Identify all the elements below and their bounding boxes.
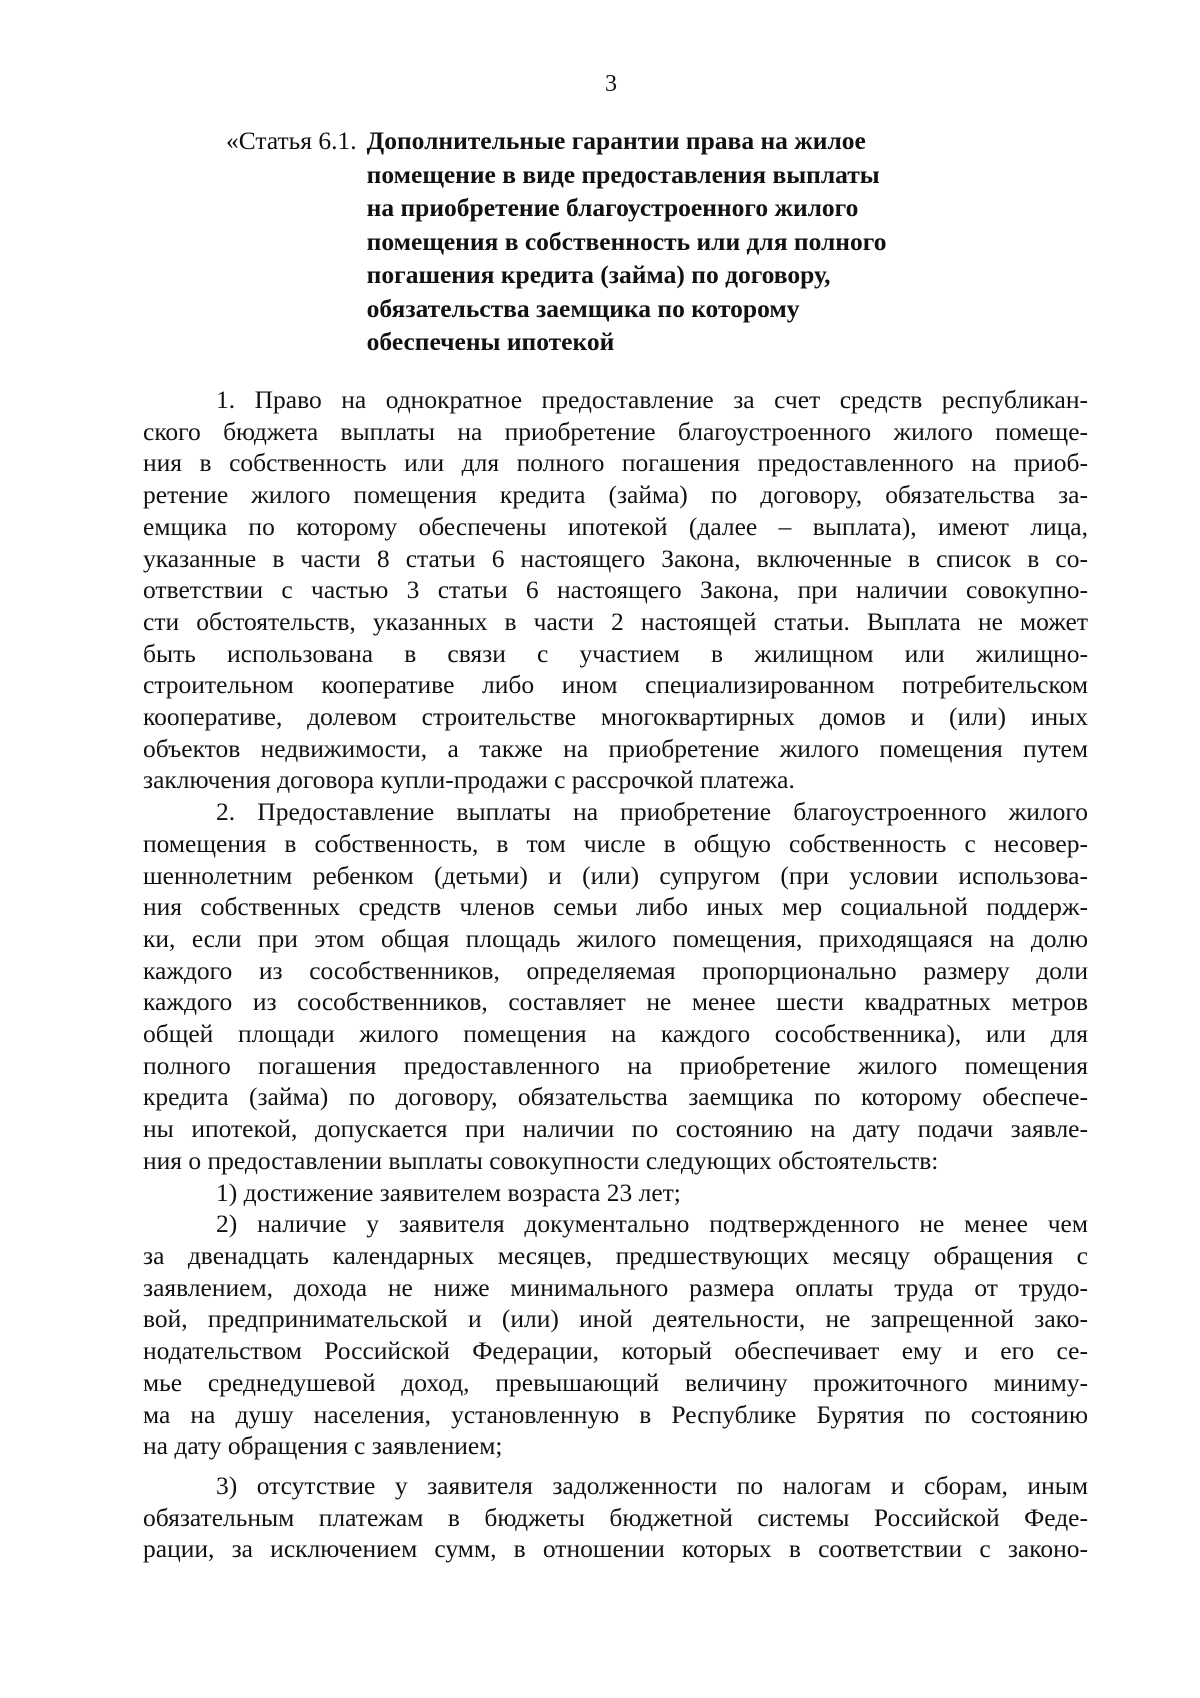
text-line: быть использована в связи с участием в жилищном или жилищно- [143,638,1088,668]
text-line: 2. Предоставление выплаты на приобретение благоустроенного жилого [216,797,1088,827]
text-line: ретение жилого помещения кредита (займа) по договору, обязательства за- [143,480,1088,510]
text-line: за двенадцать календарных месяцев, предшествующих месяцу обращения с [143,1240,1088,1270]
text-line: полного погашения предоставленного на приобретение жилого помещения [143,1050,1088,1080]
text-line: ния в собственность или для полного погашения предоставленного на приоб- [143,448,1088,478]
text-line: заявлением, дохода не ниже минимального размера оплаты труда от трудо- [143,1272,1088,1302]
paragraph-p2-3 [143,1470,1088,1565]
article-label: «Статья 6.1. [226,126,357,155]
text-line: ского бюджета выплаты на приобретение благоустроенного жилого помеще- [143,416,1088,446]
article-body [143,384,1088,1565]
article-title-line: обязательства заемщика по которому [366,293,800,323]
text-line: ма на душу населения, установленную в Республике Бурятия по состоянию [143,1399,1088,1429]
text-line: на дату обращения с заявлением; [143,1431,503,1461]
text-line: объектов недвижимости, а также на приобретение жилого помещения путем [143,733,1088,763]
text-line: нодательством Российской Федерации, который обеспечивает ему и его се- [143,1336,1088,1366]
text-line: кредита (займа) по договору, обязательства заемщика по которому обеспече- [143,1082,1088,1112]
text-line: 1) достижение заявителем возраста 23 лет; [216,1177,681,1207]
paragraph-p2-2 [143,1208,1088,1462]
article-title-line: обеспечены ипотекой [366,327,615,356]
text-line: общей площади жилого помещения на каждого сособственника), или для [143,1019,1088,1049]
text-line: ния о предоставлении выплаты совокупности следующих обстоятельств: [143,1145,939,1175]
text-line: ны ипотекой, допускается при наличии по состоянию на дату подачи заявле- [143,1114,1088,1144]
text-line: сти обстоятельств, указанных в части 2 настоящей статьи. Выплата не может [143,606,1088,636]
text-line: обязательным платежам в бюджеты бюджетной системы Российской Феде- [143,1502,1088,1532]
text-line: 2) наличие у заявителя документально подтвержденного не менее чем [216,1209,1088,1239]
text-line: шеннолетним ребенком (детьми) и (или) супругом (при условии использова- [143,860,1088,890]
article-title-line: Дополнительные гарантии права на жилое [366,126,866,155]
text-line: указанные в части 8 статьи 6 настоящего Закона, включенные в список в со- [143,543,1088,573]
article-heading [226,124,986,359]
text-line: каждого из сособственников, составляет не менее шести квадратных метров [143,987,1088,1017]
page-number: 3 [605,71,617,97]
article-title-line: помещения в собственность или для полного [366,226,887,256]
paragraph-gap [143,1462,1088,1470]
text-line: ки, если при этом общая площадь жилого помещения, приходящаяся на долю [143,923,1088,953]
text-line: ответствии с частью 3 статьи 6 настоящего Закона, при наличии совокупно- [143,575,1088,605]
text-line: ния собственных средств членов семьи либо иных мер социальной поддерж- [143,892,1088,922]
text-line: строительном кооперативе либо ином специализированном потребительском [143,670,1088,700]
article-title-line: помещение в виде предоставления выплаты [366,159,880,189]
paragraph-p1 [143,384,1088,796]
text-line: емщика по которому обеспечены ипотекой (далее – выплата), имеют лица, [143,511,1088,541]
text-line: рации, за исключением сумм, в отношении которых в соответствии с законо- [143,1534,1088,1564]
text-line: 3) отсутствие у заявителя задолженности по налогам и сборам, иным [216,1470,1088,1500]
article-title-line: на приобретение благоустроенного жилого [366,193,859,222]
text-line: помещения в собственность, в том числе в общую собственность с несовер- [143,828,1088,858]
article-title [367,124,887,359]
text-line: кооперативе, долевом строительстве многоквартирных домов и (или) иных [143,702,1088,732]
text-line: мье среднедушевой доход, превышающий величину прожиточного миниму- [143,1367,1088,1397]
text-line: 1. Право на однократное предоставление за счет средств республикан- [216,385,1088,414]
paragraph-p2-1 [143,1177,1088,1209]
text-line: каждого из сособственников, определяемая пропорционально размеру доли [143,955,1088,985]
paragraph-p2 [143,796,1088,1176]
text-line: заключения договора купли-продажи с рассрочкой платежа. [143,765,795,795]
text-line: вой, предпринимательской и (или) иной деятельности, не запрещенной зако- [143,1304,1088,1334]
article-title-line: погашения кредита (займа) по договору, [366,260,831,289]
